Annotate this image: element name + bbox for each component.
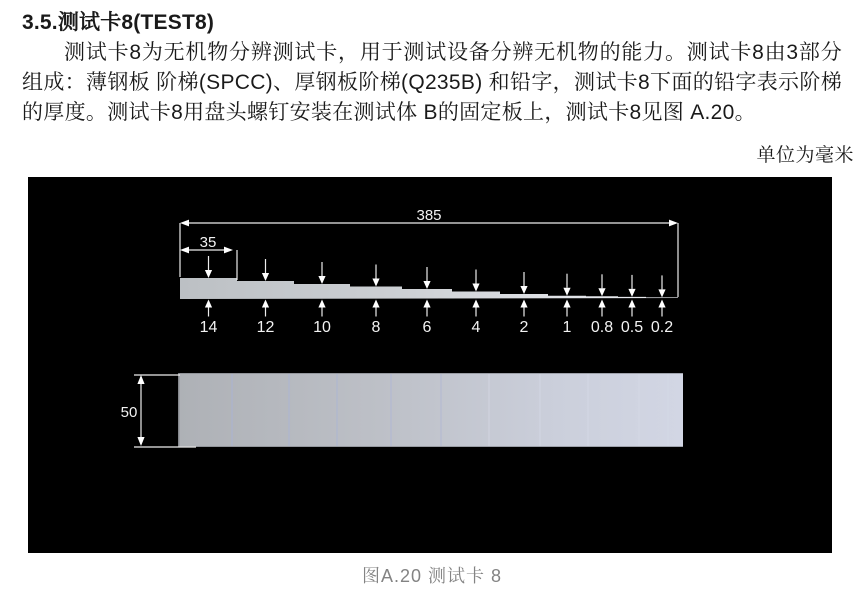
step-arrow-up-head-icon xyxy=(318,300,325,308)
step-arrow-down-head-icon xyxy=(372,279,379,287)
step-thickness-label: 14 xyxy=(199,319,218,336)
body-paragraph: 测试卡8为无机物分辨测试卡，用于测试设备分辨无机物的能力。测试卡8由3部分组成：薄钢板 阶梯(SPCC)、厚钢板阶梯(Q235B) 和铅字，测试卡8下面的铅字表示阶梯的厚度。测试卡8用盘头螺钉安装在测试体 B的固定板上，测试卡8见图 A.20。 xyxy=(22,41,842,124)
step-arrow-up-head-icon xyxy=(598,300,605,308)
step-arrow-down-head-icon xyxy=(472,284,479,292)
arrowhead-left-icon xyxy=(180,220,189,227)
top-view-card-photo xyxy=(178,373,683,447)
step-thickness-label: 4 xyxy=(471,319,481,336)
step-arrow-up-head-icon xyxy=(262,300,269,308)
step-thickness-label: 0.5 xyxy=(620,319,644,336)
step-arrow-up-head-icon xyxy=(205,300,212,308)
step-thickness-label: 1 xyxy=(562,319,572,336)
arrowhead-up-icon xyxy=(137,375,144,384)
overall-width-label: 385 xyxy=(416,207,442,224)
step-arrow-up-head-icon xyxy=(472,300,479,308)
step-arrow-down-head-icon xyxy=(423,281,430,289)
section-heading: 3.5.测试卡8(TEST8) xyxy=(22,11,215,34)
unit-note: 单位为毫米 xyxy=(756,145,854,166)
step-arrow-up-head-icon xyxy=(628,300,635,308)
arrowhead-left-icon xyxy=(180,247,189,254)
step-thickness-label: 2 xyxy=(519,319,529,336)
first-step-width-label: 35 xyxy=(199,234,217,251)
card-height-label: 50 xyxy=(120,404,138,421)
step-arrow-up-head-icon xyxy=(563,300,570,308)
step-arrow-down-head-icon xyxy=(658,289,665,297)
step-thickness-label: 0.2 xyxy=(650,319,674,336)
step-arrow-down-head-icon xyxy=(520,286,527,294)
arrowhead-right-icon xyxy=(669,220,678,227)
step-thickness-label: 0.8 xyxy=(590,319,614,336)
figure-panel xyxy=(28,177,832,553)
step-arrow-up-head-icon xyxy=(520,300,527,308)
step-arrow-up-head-icon xyxy=(372,300,379,308)
step-thickness-label: 10 xyxy=(313,319,331,336)
step-arrow-down-head-icon xyxy=(205,270,212,278)
figure-caption: 图A.20 测试卡 8 xyxy=(361,566,503,586)
step-thickness-label: 8 xyxy=(371,319,381,336)
figure-drawing xyxy=(28,177,832,553)
step-arrow-up-head-icon xyxy=(423,300,430,308)
step-arrow-down-head-icon xyxy=(262,273,269,281)
step-thickness-label: 6 xyxy=(422,319,432,336)
arrowhead-right-icon xyxy=(224,247,233,254)
step-arrow-down-head-icon xyxy=(628,289,635,297)
step-arrow-down-head-icon xyxy=(563,288,570,296)
step-arrow-up-head-icon xyxy=(658,300,665,308)
step-arrow-down-head-icon xyxy=(318,276,325,284)
step-thickness-label: 12 xyxy=(256,319,275,336)
arrowhead-down-icon xyxy=(137,437,144,446)
step-arrow-down-head-icon xyxy=(598,288,605,296)
